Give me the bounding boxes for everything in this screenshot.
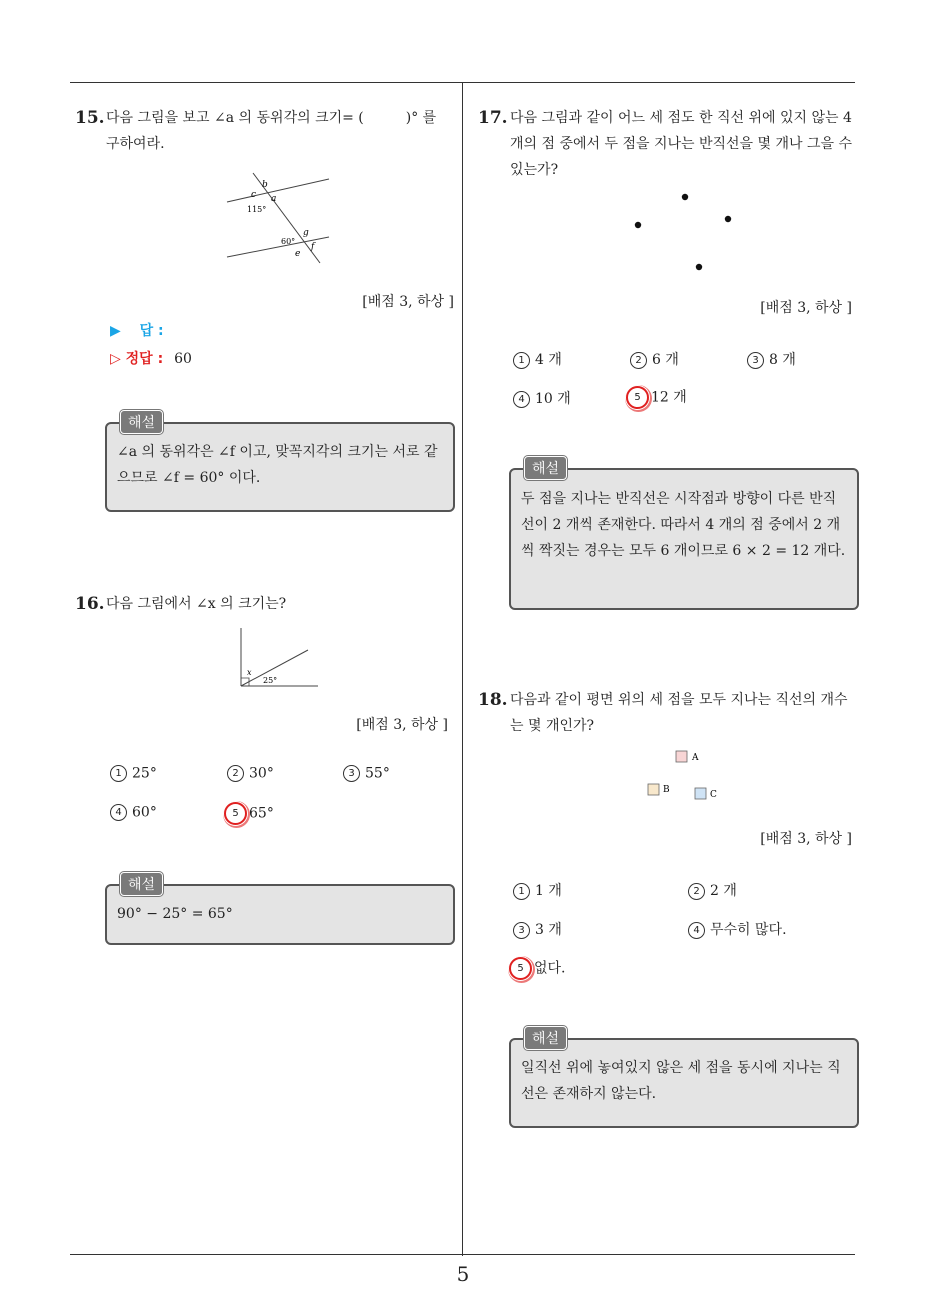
q15-label-b: b xyxy=(262,180,268,190)
q15-label-f: f xyxy=(311,242,315,252)
q16-choice-4[interactable] xyxy=(110,804,157,821)
q17-text: 다음 그림과 같이 어느 세 점도 한 직선 위에 있지 않는 4 개의 점 중에서 두 점을 지나는 반직선을 몇 개나 그을 수 있는가? xyxy=(510,110,853,178)
q15-figure xyxy=(225,165,335,265)
q17-choice-2-text: 6 개 xyxy=(652,352,679,368)
q16-choice-1-text: 25° xyxy=(132,765,157,782)
q16-figure xyxy=(236,626,322,690)
q16-explanation-text: 90° − 25° = 65° xyxy=(117,906,233,922)
column-divider xyxy=(462,82,463,1256)
q17-choice-3[interactable] xyxy=(747,349,796,369)
q16-choice-3[interactable] xyxy=(343,765,390,782)
q18-explanation-tag: 해설 xyxy=(524,1026,567,1050)
q17-choice-5-text: 12 개 xyxy=(651,389,687,406)
q16-choice-1[interactable] xyxy=(110,765,157,782)
q17-choice-4[interactable] xyxy=(513,388,571,408)
bottom-rule xyxy=(70,1254,855,1255)
q15-correct-value: 60 xyxy=(174,351,192,367)
q15-answer-label: 답 : xyxy=(139,323,164,339)
q17-point-4 xyxy=(696,264,702,270)
circled-number-2: 2 xyxy=(630,352,647,369)
q16-text: 다음 그림에서 ∠x 의 크기는? xyxy=(106,596,287,612)
q17-point-3 xyxy=(725,216,731,222)
q16-choice-5-selected[interactable] xyxy=(227,802,274,825)
q17-explanation-text: 두 점을 지나는 반직선은 시작점과 방향이 다른 반직선이 2 개씩 존재한다. 따라서 4 개의 점 중에서 2 개씩 짝짓는 경우는 모두 6 개이므로 6 × 2 = 12 개다. xyxy=(521,491,846,559)
circled-number-2: 2 xyxy=(227,765,244,782)
q18-figure xyxy=(643,746,723,806)
q18-point-c xyxy=(695,788,706,799)
circled-number-2: 2 xyxy=(688,883,705,900)
q15-correct-label: 정답 : xyxy=(125,351,164,367)
q16-number: 16. xyxy=(75,594,105,614)
q15-explanation-tag: 해설 xyxy=(120,410,163,434)
q18-choice-5-text: 없다. xyxy=(534,960,566,977)
q18-number: 18. xyxy=(478,690,508,710)
q16-choice-3-text: 55° xyxy=(365,765,390,782)
circled-number-3: 3 xyxy=(513,922,530,939)
q17-score: [배점 3, 하상 ] xyxy=(760,300,852,316)
q15-label-e: e xyxy=(295,249,301,259)
selected-mark-icon: 5 xyxy=(626,386,649,409)
q18-point-b xyxy=(648,784,659,795)
q17-figure xyxy=(625,185,740,280)
q16-choice-4-text: 60° xyxy=(132,804,157,821)
circled-number-3: 3 xyxy=(747,352,764,369)
circled-number-4: 4 xyxy=(513,391,530,408)
q18-choice-1[interactable] xyxy=(513,880,562,900)
circled-number-1: 1 xyxy=(513,883,530,900)
q15-label-115: 115° xyxy=(247,205,267,214)
q17-point-1 xyxy=(682,194,688,200)
q15-answer-row xyxy=(110,320,164,340)
q18-score: [배점 3, 하상 ] xyxy=(760,831,852,847)
q18-choice-1-text: 1 개 xyxy=(535,883,562,899)
q16-label-x: x xyxy=(247,668,252,677)
selected-mark-icon: 5 xyxy=(509,957,532,980)
circled-number-4: 4 xyxy=(110,804,127,821)
q18-choice-2[interactable] xyxy=(688,880,737,900)
q15-score: [배점 3, 하상 ] xyxy=(362,294,454,310)
q15-label-60: 60° xyxy=(281,237,296,246)
q18-label-a: A xyxy=(692,753,699,763)
q17-choice-5-selected[interactable] xyxy=(629,386,687,409)
q18-label-b: B xyxy=(663,785,670,795)
q17-choice-2[interactable] xyxy=(630,349,679,369)
q17-choice-1[interactable] xyxy=(513,349,562,369)
q17-choice-1-text: 4 개 xyxy=(535,352,562,368)
q15-correct-row xyxy=(110,348,192,368)
circled-number-1: 1 xyxy=(513,352,530,369)
q15-label-c: c xyxy=(251,190,257,200)
q16-choice-5-text: 65° xyxy=(249,805,274,822)
q18-choice-5-selected[interactable] xyxy=(512,957,566,980)
circled-number-3: 3 xyxy=(343,765,360,782)
circled-number-4: 4 xyxy=(688,922,705,939)
selected-mark-icon: 5 xyxy=(224,802,247,825)
q16-choice-2[interactable] xyxy=(227,765,274,782)
play-icon: ▶ xyxy=(110,323,121,339)
q18-label-c: C xyxy=(710,790,717,800)
q18-choice-2-text: 2 개 xyxy=(710,883,737,899)
q17-explanation-tag: 해설 xyxy=(524,456,567,480)
q17-number: 17. xyxy=(478,108,508,128)
q18-explanation-text: 일직선 위에 놓여있지 않은 세 점을 동시에 지나는 직선은 존재하지 않는다. xyxy=(521,1060,841,1102)
q18-choice-4-text: 무수히 많다. xyxy=(710,922,787,938)
q18-point-a xyxy=(676,751,687,762)
q18-choice-4[interactable] xyxy=(688,919,787,939)
q15-number: 15. xyxy=(75,108,105,128)
q18-text: 다음과 같이 평면 위의 세 점을 모두 지나는 직선의 개수는 몇 개인가? xyxy=(510,692,848,734)
q16-label-25: 25° xyxy=(263,676,278,685)
q18-choice-3-text: 3 개 xyxy=(535,922,562,938)
circled-number-1: 1 xyxy=(110,765,127,782)
q17-choice-4-text: 10 개 xyxy=(535,391,571,407)
q16-score: [배점 3, 하상 ] xyxy=(356,717,448,733)
q15-explanation-text: ∠a 의 동위각은 ∠f 이고, 맞꼭지각의 크기는 서로 같으므로 ∠f = 60° 이다. xyxy=(117,444,438,486)
page-number: 5 xyxy=(456,1262,470,1286)
q17-choice-3-text: 8 개 xyxy=(769,352,796,368)
q17-point-2 xyxy=(635,222,641,228)
q15-label-a: a xyxy=(271,194,277,204)
q18-choice-3[interactable] xyxy=(513,919,562,939)
play-outline-icon: ▷ xyxy=(110,351,121,367)
q16-explanation-tag: 해설 xyxy=(120,872,163,896)
q16-choice-2-text: 30° xyxy=(249,765,274,782)
q15-line-upper xyxy=(227,179,329,202)
q15-label-g: g xyxy=(303,228,309,238)
q15-text: 다음 그림을 보고 ∠a 의 동위각의 크기= ( )° 를 구하여라. xyxy=(106,110,437,152)
